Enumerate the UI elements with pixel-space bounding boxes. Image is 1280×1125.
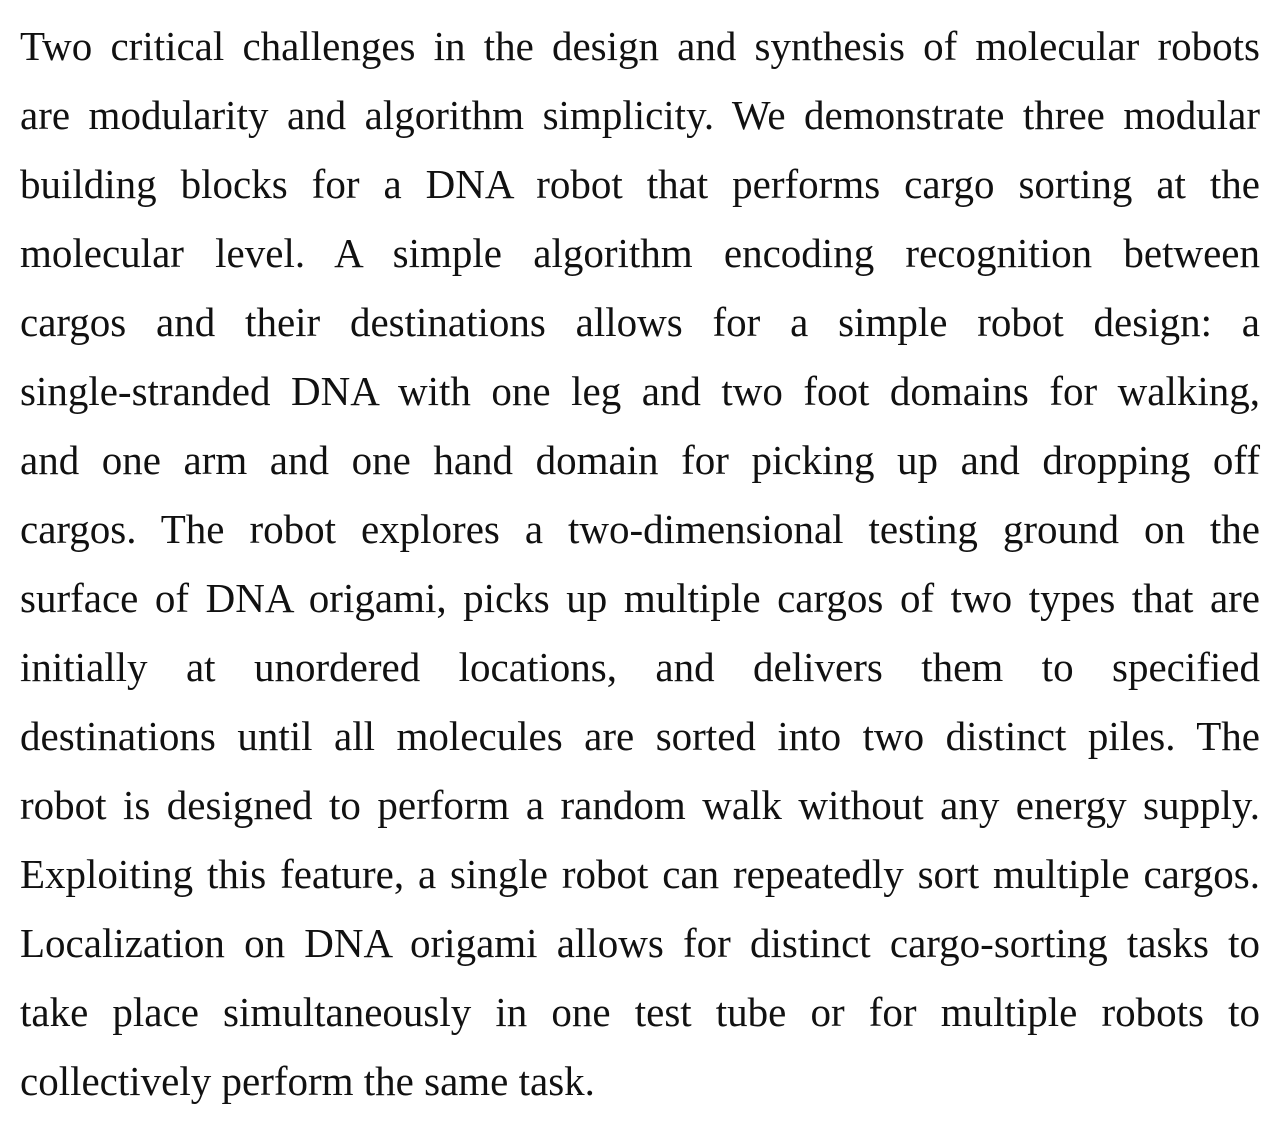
abstract-line-2: are modularity and algorithm simplicity. We demonstrate three modular	[20, 92, 1260, 138]
abstract-line-15: take place simultaneously in one test tube or for multiple robots to	[20, 989, 1260, 1035]
abstract-line-10: initially at unordered locations, and delivers them to specified	[20, 644, 1260, 690]
abstract-line-13: Exploiting this feature, a single robot can repeatedly sort multiple cargos.	[20, 851, 1260, 897]
abstract-line-4: molecular level. A simple algorithm encoding recognition between	[20, 230, 1260, 276]
abstract-line-9: surface of DNA origami, picks up multiple cargos of two types that are	[20, 575, 1260, 621]
abstract-line-8: cargos. The robot explores a two-dimensional testing ground on the	[20, 506, 1260, 552]
abstract-line-12: robot is designed to perform a random walk without any energy supply.	[20, 782, 1260, 828]
abstract-line-1: Two critical challenges in the design and synthesis of molecular robots	[20, 23, 1260, 69]
abstract-line-5: cargos and their destinations allows for a simple robot design: a	[20, 299, 1260, 345]
abstract-line-14: Localization on DNA origami allows for distinct cargo-sorting tasks to	[20, 920, 1260, 966]
abstract-paragraph	[20, 12, 1260, 1116]
abstract-line-16: collectively perform the same task.	[20, 1058, 595, 1104]
abstract-line-7: and one arm and one hand domain for picking up and dropping off	[20, 437, 1260, 483]
abstract-line-6: single-stranded DNA with one leg and two foot domains for walking,	[20, 368, 1260, 414]
abstract-line-3: building blocks for a DNA robot that performs cargo sorting at the	[20, 161, 1260, 207]
abstract-line-11: destinations until all molecules are sorted into two distinct piles. The	[20, 713, 1260, 759]
